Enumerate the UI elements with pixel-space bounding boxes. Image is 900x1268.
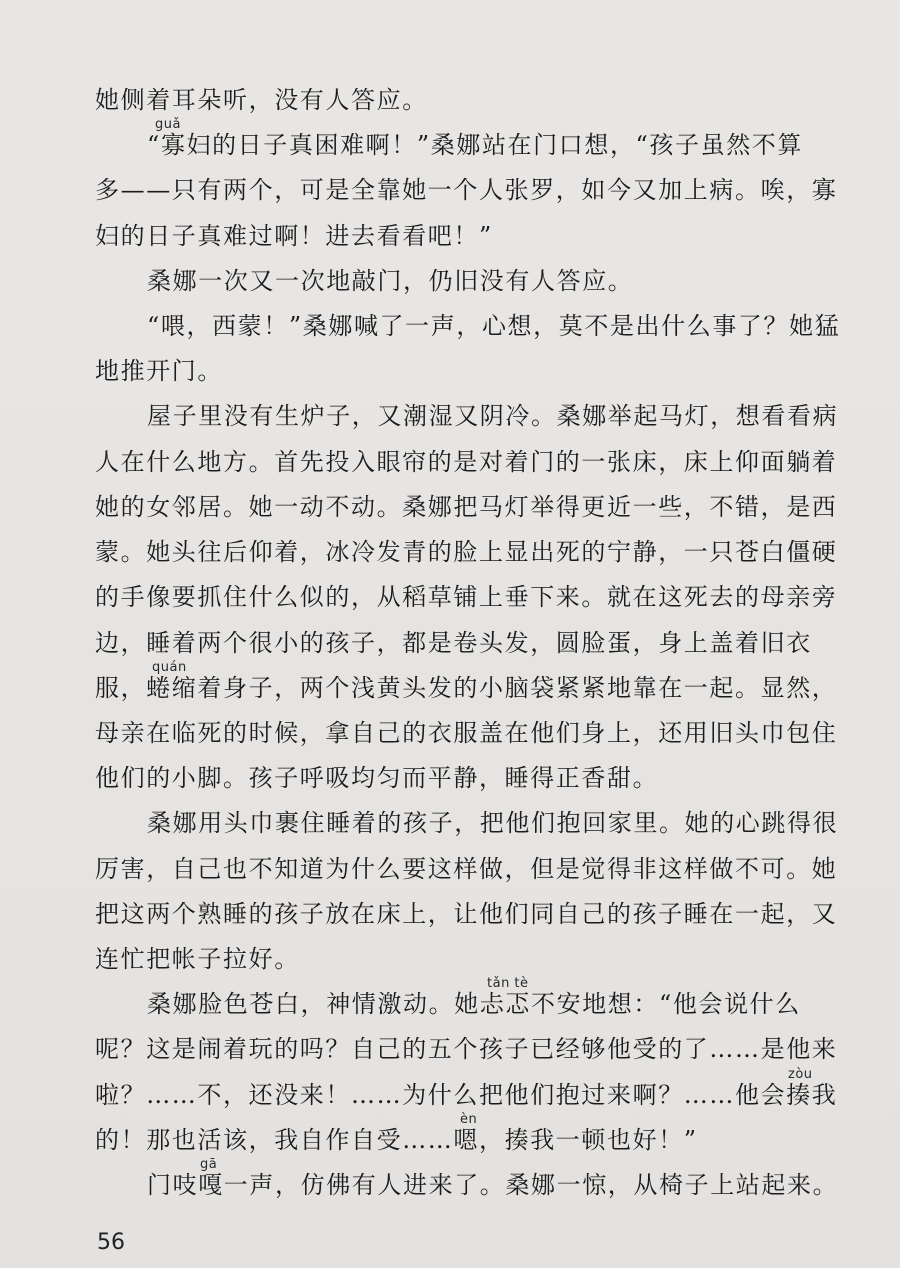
text-line: 多——只有两个，可是全靠她一个人张罗，如今又加上病。唉，寡: [95, 176, 838, 205]
text-line: 母亲在临死的时候，拿自己的衣服盖在他们身上，还用旧头巾包住: [95, 718, 838, 747]
pinyin-ga: gā: [200, 1157, 218, 1172]
text-line: “喂，西蒙！”桑娜喊了一声，心想，莫不是出什么事了？她猛: [147, 312, 841, 341]
text-line: 边，睡着两个很小的孩子，都是卷头发，圆脸蛋，身上盖着旧衣: [95, 628, 812, 657]
pinyin-en: èn: [460, 1111, 478, 1127]
text-line: 的手像要抓住什么似的，从稻草铺上垂下来。就在这死去的母亲旁: [95, 583, 838, 612]
text-line: 蒙。她头往后仰着，冰冷发青的脸上显出死的宁静，一只苍白僵硬: [95, 538, 838, 567]
text-line: 人在什么地方。首先投入眼帘的是对着门的一张床，床上仰面躺着: [95, 447, 838, 476]
pinyin-gua: guǎ: [155, 117, 181, 133]
page-number: 56: [97, 1230, 125, 1255]
pinyin-zou: zòu: [788, 1066, 813, 1082]
text-line: 连忙把帐子拉好。: [95, 944, 300, 973]
pinyin-quan: quán: [152, 659, 187, 675]
text-line: 服，蜷缩着身子，两个浅黄头发的小脑袋紧紧地靠在一起。显然，: [95, 673, 838, 702]
text-line: 把这两个熟睡的孩子放在床上，让他们同自己的孩子睡在一起，又: [95, 899, 838, 928]
text-line: 门吱嘎一声，仿佛有人进来了。桑娜一惊，从椅子上站起来。: [147, 1171, 839, 1199]
text-line: 桑娜一次又一次地敲门，仍旧没有人答应。: [147, 266, 634, 295]
text-line: 她侧着耳朵听，没有人答应。: [95, 86, 428, 114]
text-line: 桑娜用头巾裹住睡着的孩子，把他们抱回家里。她的心跳得很: [147, 809, 839, 838]
text-line: 她的女邻居。她一动不动。桑娜把马灯举得更近一些，不错，是西: [95, 492, 838, 521]
text-line: 妇的日子真难过啊！进去看看吧！”: [95, 221, 493, 250]
text-line: 屋子里没有生炉子，又潮湿又阴冷。桑娜举起马灯，想看看病: [147, 402, 839, 431]
text-line: 呢？这是闹着玩的吗？自己的五个孩子已经够他受的了……是他来: [95, 1035, 838, 1064]
text-line: 啦？……不，还没来！……为什么把他们抱过来啊？……他会揍我: [95, 1080, 838, 1109]
pinyin-tante: tǎn tè: [487, 976, 529, 992]
text-line: 他们的小脚。孩子呼吸均匀而平静，睡得正香甜。: [95, 764, 659, 793]
text-line: 地推开门。: [95, 357, 223, 386]
text-line: “寡妇的日子真困难啊！”桑娜站在门口想，“孩子虽然不算: [147, 131, 804, 160]
text-line: 桑娜脸色苍白，神情激动。她忐忑不安地想：“他会说什么: [147, 990, 801, 1019]
text-line: 厉害，自己也不知道为什么要这样做，但是觉得非这样做不可。她: [95, 854, 838, 883]
text-line: 的！那也活该，我自作自受……嗯，揍我一顿也好！”: [95, 1125, 698, 1154]
